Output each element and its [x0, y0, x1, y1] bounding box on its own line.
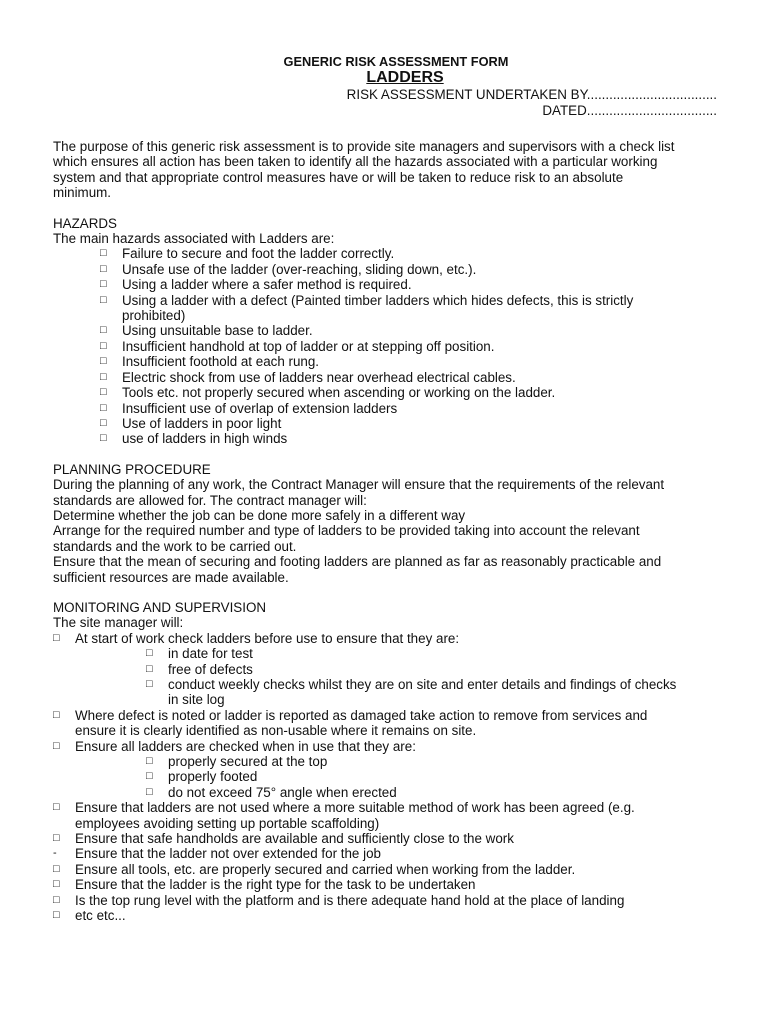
checkbox-bullet-icon: □ — [146, 662, 153, 675]
hazard-item — [53, 277, 717, 292]
form-title: GENERIC RISK ASSESSMENT FORM — [283, 54, 509, 69]
checkbox-bullet-icon: □ — [146, 647, 153, 660]
list-item-text: Using unsuitable base to ladder. — [122, 323, 313, 339]
monitoring-sub-list — [75, 646, 717, 708]
hazard-item — [53, 431, 717, 446]
planning-paragraph — [53, 477, 717, 585]
hazard-item — [53, 416, 717, 431]
hazard-list — [53, 246, 717, 446]
checkbox-bullet-icon: □ — [53, 893, 60, 906]
list-item-text: in date for test — [168, 646, 253, 662]
checkbox-bullet-icon: □ — [53, 631, 60, 644]
monitoring-list — [53, 631, 717, 924]
list-item-text: do not exceed 75° angle when erected — [168, 784, 397, 800]
undertaken-by-line: RISK ASSESSMENT UNDERTAKEN BY................................... — [346, 87, 717, 102]
hazard-item — [53, 246, 717, 261]
intro-line: system and that appropriate control measures have or will be taken to reduce risk to an absolute — [53, 169, 624, 185]
list-item-text: Electric shock from use of ladders near overhead electrical cables. — [122, 369, 516, 385]
hazards-heading: HAZARDS — [53, 215, 117, 231]
monitoring-item — [53, 708, 717, 739]
monitoring-item — [53, 739, 717, 801]
checkbox-bullet-icon: □ — [146, 785, 153, 798]
monitoring-sub-item — [53, 754, 717, 769]
list-item-text: Ensure that the ladder is the right type for the task to be undertaken — [75, 877, 476, 893]
list-item-text: etc etc... — [75, 908, 126, 924]
checkbox-bullet-icon: □ — [53, 708, 60, 721]
list-item-text: At start of work check ladders before use to ensure that they are: — [75, 630, 460, 646]
checkbox-bullet-icon: □ — [100, 293, 107, 306]
list-item-text: Failure to secure and foot the ladder correctly. — [122, 246, 395, 262]
hazard-item — [53, 262, 717, 277]
checkbox-bullet-icon: □ — [100, 339, 107, 352]
checkbox-bullet-icon: □ — [100, 370, 107, 383]
list-item-text: Ensure that ladders are not used where a more suitable method of work has been agreed (e.g. — [75, 800, 635, 816]
intro-line: The purpose of this generic risk assessment is to provide site managers and supervisors with a check list — [53, 139, 675, 154]
planning-line: Ensure that the mean of securing and footing ladders are planned as far as reasonably practicable and — [53, 554, 662, 570]
monitoring-sub-item — [53, 769, 717, 784]
list-item-text: Ensure that safe handholds are available and sufficiently close to the work — [75, 831, 514, 847]
list-item-text: Use of ladders in poor light — [122, 415, 282, 431]
checkbox-bullet-icon: □ — [53, 862, 60, 875]
monitoring-item — [53, 831, 717, 846]
hazard-item — [53, 339, 717, 354]
monitoring-item — [53, 877, 717, 892]
monitoring-sub-list — [75, 754, 717, 800]
hazard-item — [53, 354, 717, 369]
hazard-item — [53, 370, 717, 385]
monitoring-item — [53, 846, 717, 861]
checkbox-bullet-icon: - — [53, 847, 57, 860]
intro-line: which ensures all action has been taken to identify all the hazards associated with a particular working — [53, 154, 658, 170]
hazard-item — [53, 293, 717, 324]
list-item-text: properly secured at the top — [168, 754, 328, 770]
list-item-text: free of defects — [168, 661, 253, 677]
checkbox-bullet-icon: □ — [100, 247, 107, 260]
monitoring-lead: The site manager will: — [53, 615, 184, 631]
checkbox-bullet-icon: □ — [100, 432, 107, 445]
list-item-text: ensure it is clearly identified as non-usable where it remains on site. — [75, 723, 477, 739]
list-item-text: Unsafe use of the ladder (over-reaching, sliding down, etc.). — [122, 261, 477, 277]
list-item-text: Is the top rung level with the platform and is there adequate hand hold at the place of landing — [75, 892, 625, 908]
monitoring-item — [53, 631, 717, 708]
hazard-item — [53, 385, 717, 400]
planning-heading: PLANNING PROCEDURE — [53, 461, 211, 477]
hazard-item — [53, 323, 717, 338]
checkbox-bullet-icon: □ — [100, 355, 107, 368]
planning-line: sufficient resources are made available. — [53, 569, 289, 585]
checkbox-bullet-icon: □ — [146, 770, 153, 783]
monitoring-sub-item — [53, 662, 717, 677]
monitoring-sub-item — [53, 677, 717, 708]
monitoring-sub-item — [53, 785, 717, 800]
list-item-text: Ensure that the ladder not over extended for the job — [75, 846, 381, 862]
monitoring-sub-item — [53, 646, 717, 661]
list-item-text: conduct weekly checks whilst they are on site and enter details and findings of checks — [168, 677, 677, 692]
monitoring-item — [53, 908, 717, 923]
monitoring-item — [53, 862, 717, 877]
monitoring-heading: MONITORING AND SUPERVISION — [53, 599, 267, 615]
list-item-text: Insufficient handhold at top of ladder or at stepping off position. — [122, 338, 495, 354]
checkbox-bullet-icon: □ — [146, 678, 153, 690]
intro-line: minimum. — [53, 185, 112, 201]
checkbox-bullet-icon: □ — [146, 755, 153, 768]
planning-line: During the planning of any work, the Contract Manager will ensure that the requirements of the relevant — [53, 477, 665, 493]
list-item-text: use of ladders in high winds — [122, 431, 288, 447]
checkbox-bullet-icon: □ — [53, 878, 60, 891]
planning-line: Determine whether the job can be done more safely in a different way — [53, 507, 466, 523]
checkbox-bullet-icon: □ — [53, 909, 60, 922]
checkbox-bullet-icon: □ — [100, 401, 107, 414]
list-item-text: Tools etc. not properly secured when ascending or working on the ladder. — [122, 385, 556, 401]
list-item-text: Using a ladder with a defect (Painted timber ladders which hides defects, this is strictly — [122, 292, 634, 308]
list-item-text: employees avoiding setting up portable scaffolding) — [75, 815, 380, 831]
list-item-text: Using a ladder where a safer method is required. — [122, 277, 412, 293]
intro-paragraph — [53, 139, 717, 201]
checkbox-bullet-icon: □ — [100, 262, 107, 275]
list-item-text: Ensure all tools, etc. are properly secured and carried when working from the ladder. — [75, 861, 576, 877]
checkbox-bullet-icon: □ — [100, 324, 107, 337]
dated-line: DATED................................... — [542, 103, 717, 118]
list-item-text: Insufficient foothold at each rung. — [122, 354, 320, 370]
subject-title: LADDERS — [366, 69, 444, 86]
monitoring-item — [53, 893, 717, 908]
planning-line: standards are allowed for. The contract manager will: — [53, 492, 367, 508]
checkbox-bullet-icon: □ — [100, 386, 107, 399]
list-item-text: prohibited) — [122, 308, 186, 324]
document-page — [53, 54, 717, 924]
list-item-text: Insufficient use of overlap of extension ladders — [122, 400, 398, 416]
planning-line: standards and the work to be carried out. — [53, 538, 297, 554]
checkbox-bullet-icon: □ — [100, 278, 107, 291]
planning-line: Arrange for the required number and type of ladders to be provided taking into account the relevant — [53, 523, 640, 539]
checkbox-bullet-icon: □ — [100, 416, 107, 429]
monitoring-item — [53, 800, 717, 831]
list-item-text: Where defect is noted or ladder is reported as damaged take action to remove from services and — [75, 707, 648, 723]
checkbox-bullet-icon: □ — [53, 739, 60, 752]
hazard-item — [53, 401, 717, 416]
checkbox-bullet-icon: □ — [53, 801, 60, 814]
hazards-lead: The main hazards associated with Ladders are: — [53, 231, 335, 247]
list-item-text: properly footed — [168, 769, 258, 785]
list-item-text: Ensure all ladders are checked when in use that they are: — [75, 738, 416, 754]
list-item-text: in site log — [168, 692, 225, 708]
checkbox-bullet-icon: □ — [53, 832, 60, 845]
